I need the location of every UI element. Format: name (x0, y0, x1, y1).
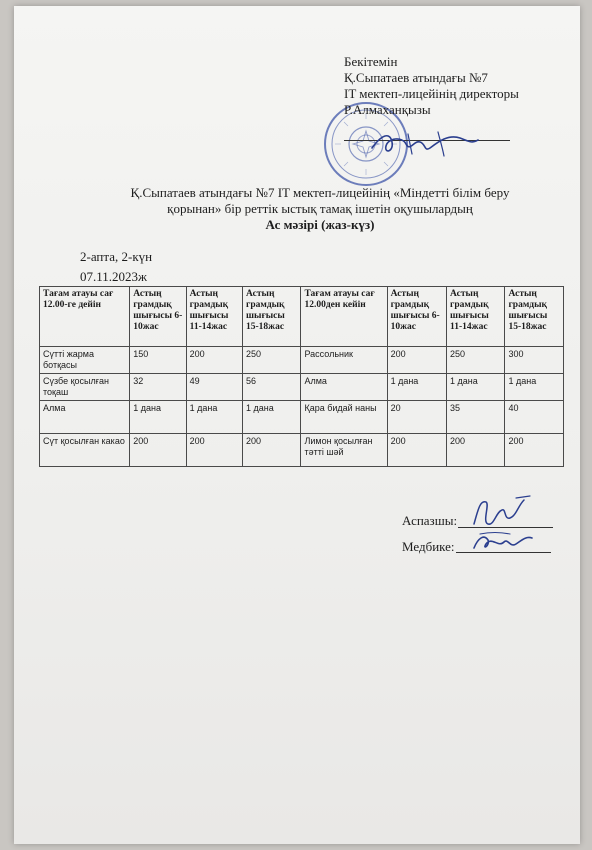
header-cell: Астың грамдық шығысы 6-10жас (387, 287, 446, 347)
table-cell: Сүзбе қосылған тоқаш (40, 374, 130, 401)
table-cell: 1 дана (505, 374, 564, 401)
table-cell: Қара бидай наны (301, 401, 387, 434)
table-cell: 200 (186, 347, 242, 374)
table-header-row (40, 287, 564, 347)
table-cell: 1 дана (186, 401, 242, 434)
table-cell: 200 (130, 434, 186, 467)
director-signature-icon (368, 126, 480, 160)
table-cell: 250 (447, 347, 505, 374)
header-cell: Астың грамдық шығысы 6-10жас (130, 287, 186, 347)
table-cell: 150 (130, 347, 186, 374)
cook-signature-icon (468, 494, 538, 532)
table-cell: Сүт қосылған какао (40, 434, 130, 467)
approval-block (344, 54, 544, 118)
table-cell: 1 дана (243, 401, 301, 434)
table-cell: 32 (130, 374, 186, 401)
approval-heading: Бекітемін (344, 54, 398, 69)
approval-school: Қ.Сыпатаев атындағы №7 (344, 70, 488, 85)
table-cell: 1 дана (130, 401, 186, 434)
table-cell: 250 (243, 347, 301, 374)
header-cell: Астың грамдық шығысы 15-18жас (243, 287, 301, 347)
table-cell: 40 (505, 401, 564, 434)
table-cell: 200 (447, 434, 505, 467)
table-cell: Алма (40, 401, 130, 434)
table-cell: 56 (243, 374, 301, 401)
table-cell: 1 дана (387, 374, 446, 401)
nurse-signature-icon (470, 528, 536, 556)
table-cell: 200 (243, 434, 301, 467)
header-cell: Тағам атауы сағ 12.00-ге дейін (40, 287, 130, 347)
table-cell: 200 (186, 434, 242, 467)
table-cell: 35 (447, 401, 505, 434)
title-line-3: Ас мәзірі (жаз-күз) (265, 217, 375, 232)
document-title (40, 185, 592, 233)
table-row (40, 401, 564, 434)
document-date: 07.11.2023ж (80, 269, 147, 284)
approval-director-name: Р.Алмаханқызы (344, 102, 431, 117)
table-cell: 200 (387, 434, 446, 467)
table-cell: 200 (387, 347, 446, 374)
table-row (40, 434, 564, 467)
cook-label: Аспазшы: (402, 513, 458, 528)
table-cell: 200 (505, 434, 564, 467)
table-cell: Рассольник (301, 347, 387, 374)
table-row (40, 374, 564, 401)
table-cell: 20 (387, 401, 446, 434)
table-cell: Лимон қосылған тәтті шәй (301, 434, 387, 467)
table-cell: 300 (505, 347, 564, 374)
week-day: 2-апта, 2-күн (80, 249, 153, 264)
title-line-2: қорынан» бір реттік ыстық тамақ ішетін оқушылардың (167, 201, 473, 216)
table-cell: 1 дана (447, 374, 505, 401)
approval-position: IT мектеп-лицейінің директоры (344, 86, 519, 101)
menu-table (39, 286, 564, 467)
table-cell: Алма (301, 374, 387, 401)
header-cell: Астың грамдық шығысы 11-14жас (186, 287, 242, 347)
title-line-1: Қ.Сыпатаев атындағы №7 IT мектеп-лицейінің «Міндетті білім беру (130, 185, 510, 200)
header-cell: Астың грамдық шығысы 11-14жас (447, 287, 505, 347)
header-cell: Астың грамдық шығысы 15-18жас (505, 287, 564, 347)
table-cell: 49 (186, 374, 242, 401)
table-cell: Сүтті жарма ботқасы (40, 347, 130, 374)
nurse-label: Медбике: (402, 539, 455, 554)
table-row (40, 347, 564, 374)
header-cell: Тағам атауы сағ 12.00ден кейін (301, 287, 387, 347)
